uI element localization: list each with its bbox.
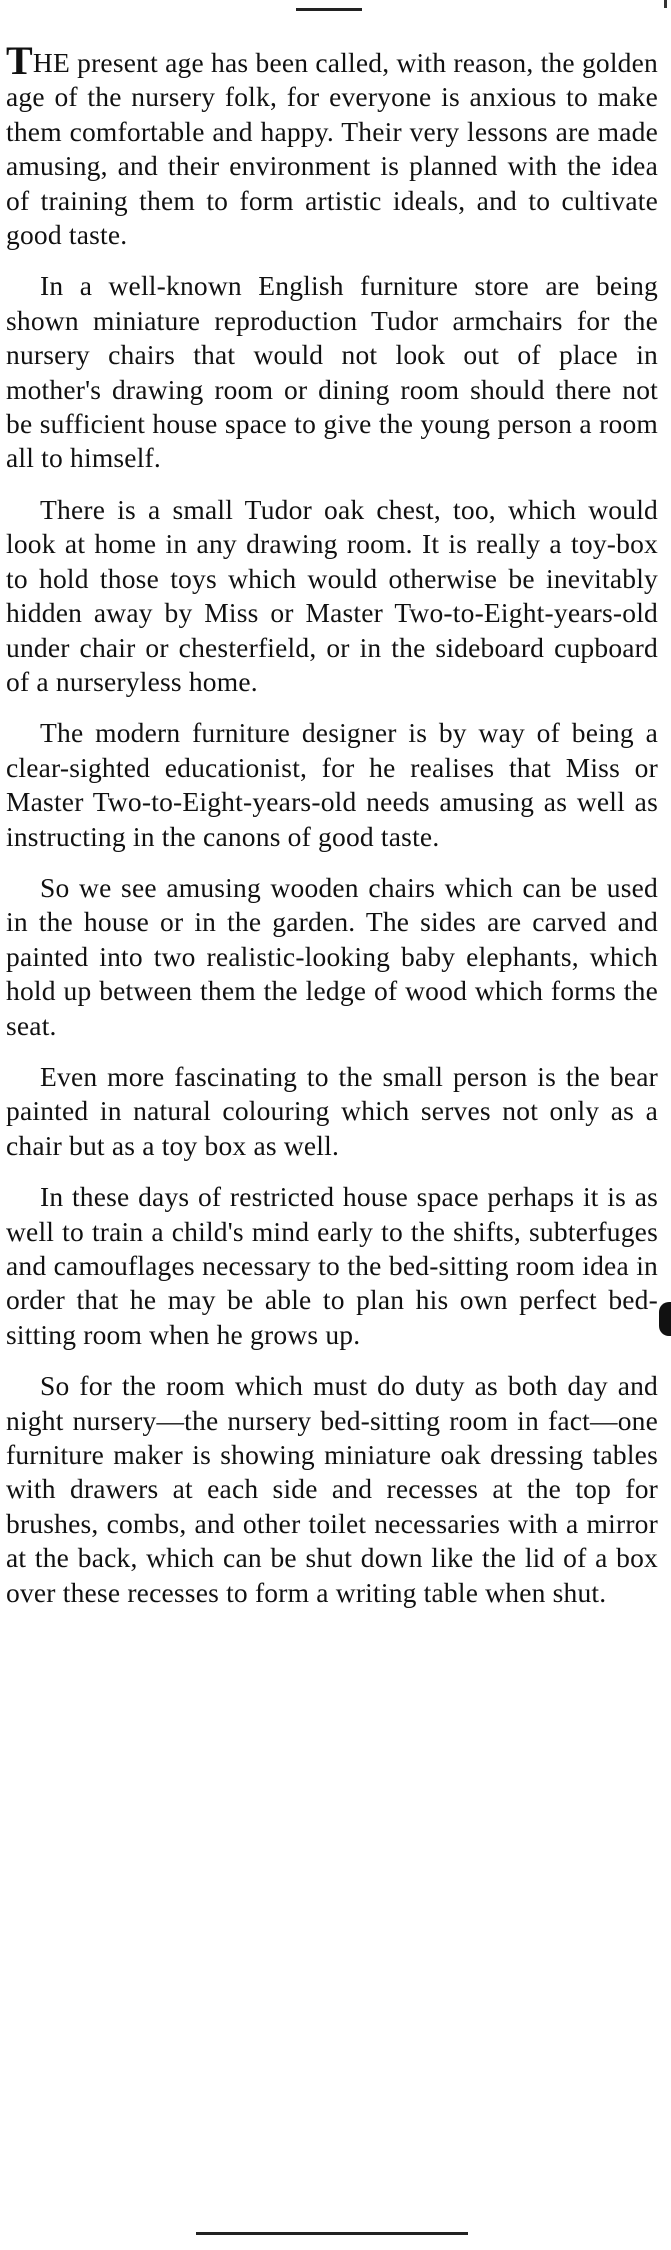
article-paragraph-3: There is a small Tudor oak chest, too, which would look at home in any drawing room. It is really a toy-box to hold those toys which would otherwise be inevitably hidden away by Miss or Master Two-to-Eight-years-old under chair or chesterfield, or in the sideboard cupboard of a nurseryless home. [6, 493, 658, 697]
article-paragraph-7: In these days of restricted house space perhaps it is as well to train a child's mind early to the shifts, subterfuges and camouflages necessary to the bed-sitting room idea in order that he may be able to plan his own perfect bed-sitting room when he grows up. [6, 1181, 658, 1350]
drop-cap: T [6, 38, 33, 83]
article-paragraph-5: So we see amusing wooden chairs which can be used in the house or in the garden. The sides are carved and painted into two realistic-looking baby elephants, which hold up between them the ledge of wood which forms the seat. [6, 871, 658, 1041]
top-rule [296, 8, 362, 11]
article-column [6, 38, 658, 1627]
corner-ink-mark [664, 0, 667, 8]
article-paragraph-6: Even more fascinating to the small person is the bear painted in natural colouring which serves not only as a chair but as a toy box as well. [6, 1060, 658, 1161]
article-paragraph-1 [6, 38, 658, 252]
article-paragraph-8: So for the room which must do duty as both day and night nursery—the nursery bed-sitting room in fact—one furniture maker is showing miniature oak dressing tables with drawers at each side and recesses at the top for brushes, combs, and other toilet necessaries with a mirror at the back, which can be shut down like the lid of a box over these recesses to form a writing table when shut. [6, 1370, 658, 1608]
bottom-rule [196, 2232, 468, 2235]
article-paragraph-2: In a well-known English furniture store are being shown miniature reproduction Tudor armchairs for the nursery chairs that would not look out of place in mother's drawing room or dining room should there not be sufficient house space to give the young person a room all to himself. [6, 270, 658, 474]
paragraph-text: HE present age has been called, with reason, the golden age of the nursery folk, for everyone is anxious to make them comfortable and happy. Their very lessons are made amusing, and their environment is planned with the idea of training them to form artistic ideals, and to cultivate good taste. [6, 47, 658, 251]
margin-ink-blot [659, 1302, 671, 1336]
article-paragraph-4: The modern furniture designer is by way of being a clear-sighted educationist, for he realises that Miss or Master Two-to-Eight-years-old needs amusing as well as instructing in the canons of good taste. [6, 717, 658, 852]
